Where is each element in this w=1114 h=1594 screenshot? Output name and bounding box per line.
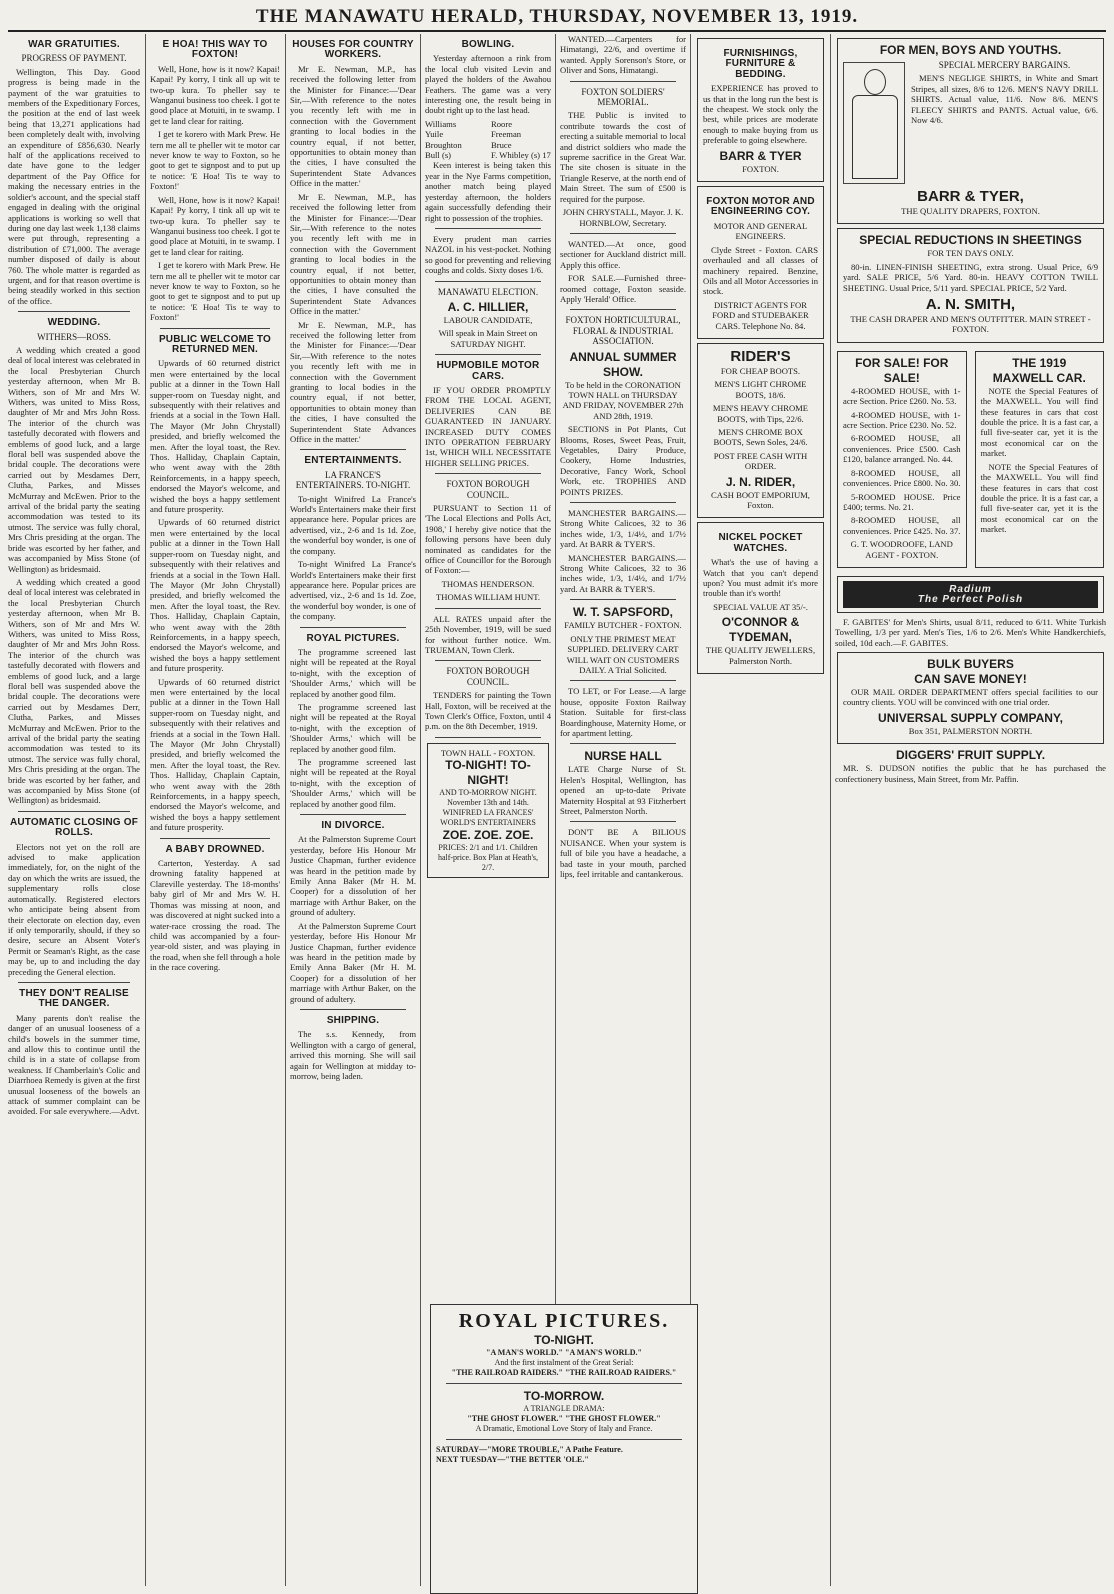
column-4: BOWLING. Yesterday afternoon a rink from the local club visited Levin and played the holders of the Awahou Feathers. The game was a very interesting one, the result being in doubt right up to the last head. Williams Yuile Broughton Bull (s) Roore Freeman Bruce F. Whibley (s) 17 Keen interest is being taken this year in the Nye Farms competition, another match being played yesterday afternoon, the holders again successfully defending their right to possession of the trophies. Every prudent man carries NAZOL in his vest-pocket. Nothing so good for preventing and relieving coughs and colds. Sixty doses 1/6. MANAWATU ELECTION. A. C. HILLIER, LABOUR CANDIDATE, Will speak in Main Street on SATURDAY NIGHT. HUPMOBILE MOTOR CARS. IF YOU ORDER PROMPTLY FROM THE LOCAL AGENT, DELIVERIES CAN BE GUARANTEED IN JANUARY. INCREASED DUTY COMES INTO OPERATION FEBRUARY 1st, WHICH WILL NECESSITATE HIGHER SELLING PRICES. FOXTON BOROUGH COUNCIL. PURSUANT to Section 11 of 'The Local Elections and Polls Act, 1908,' I hereby give notice that the following persons have been duly nominated as candidates for the office of Councillor for the Borough of Foxton:— THOMAS HENDERSON. THOMAS WILLIAM HUNT. ALL RATES unpaid after the 25th November, 1919, will be sued for without further notice. Wm. TRUEMAN, Town Clerk. FOXTON BOROUGH COUNCIL. TENDERS for painting the Town Hall, Foxton, will be received at the Town Clerk's Office, Foxton, until 4 p.m. on the 8th December, 1919. TOWN HALL - FOXTON. TO-NIGHT! TO-NIGHT! AND TO-MORROW NIGHT. November 13th and 14th. WINIFRED LA FRANCES' WORLD'S ENTERTAINERS ZOE. ZOE. ZOE. PRICES: 2/1 and 1/1. Children half-price. Box Plan at Heath's, 2/7.	[425, 34, 551, 1296]
advert-text: F. GABITES' for Men's Shirts, usual 8/11, reduced to 6/11. White Turkish Towelling, 1/3 per yard. Men's Ties, 1/6 to 2/6. Men's White Handkerchiefs, soiled, 10d each.—F. GABITES.	[835, 616, 1106, 648]
notice-text: THE Public is invited to contribute towards the cost of erecting a suitable memorial to local and district soldiers who made the supreme sacrifice in the Great War. The site chosen is situate in the Triangle Reserve, at the north end of Main Street. The sum of £500 is required for the purpose.	[560, 110, 686, 204]
nurse-hall: NURSE HALL	[584, 749, 662, 764]
headline-houses: HOUSES FOR COUNTRY WORKERS.	[292, 39, 414, 61]
bulk-buyers-advert: BULK BUYERS CAN SAVE MONEY! OUR MAIL ORDER DEPARTMENT offers special facilities to our country clients. YOU will be convinced with one trial order. UNIVERSAL SUPPLY COMPANY, Box 351, PALMERSTON NORTH.	[837, 652, 1104, 744]
column-5: WANTED.—Carpenters for Himatangi, 22/6, and overtime if wanted. Apply Sorenson's Store, or Oliver and Sons, Himatangi. FOXTON SOLDIERS' MEMORIAL. THE Public is invited to contribute towards the cost of erecting a suitable memorial to local and district soldiers who made the supreme sacrifice in the Great War. The site chosen is situate in the Triangle Reserve, at the north end of Main Street. The sum of £500 is required for the purpose. JOHN CHRYSTALL, Mayor. J. K. HORNBLOW, Secretary. WANTED.—At once, good sectioner for Auckland district mill. Apply this office. FOR SALE.—Furnished three-roomed cottage, Foxton seaside. Apply 'Herald' Office. FOXTON HORTICULTURAL, FLORAL & INDUSTRIAL ASSOCIATION. ANNUAL SUMMER SHOW. To be held in the CORONATION TOWN HALL on THURSDAY AND FRIDAY, NOVEMBER 27th AND 28th, 1919. SECTIONS in Pot Plants, Cut Blooms, Roses, Sweet Peas, Fruit, Vegetables, Dairy Produce, Cookery, Home Industries, Decorative, Fancy Work, School Work, etc. TROPHIES AND POINTS PRIZES. MANCHESTER BARGAINS.—Strong White Calicoes, 32 to 36 inches wide, 1/3, 1/4½, and 1/7½ yard. At BARR & TYER'S. MANCHESTER BARGAINS.—Strong White Calicoes, 32 to 36 inches wide, 1/3, 1/4½, and 1/7½ yard. At BARR & TYER'S. W. T. SAPSFORD, FAMILY BUTCHER - FOXTON. ONLY THE PRIMEST MEAT SUPPLIED. DELIVERY CART WILL WAIT ON CUSTOMERS DAILY. A Trial Solicited. TO LET, or For Lease.—A large house, opposite Foxton Railway Station. Suitable for first-class Boardinghouse, Maternity Home, or for apartment letting. NURSE HALL LATE Charge Nurse of St. Helen's Hospital, Wellington, has opened an up-to-date Private Maternity Hospital at 93 Fitzherbert Street, Palmerston North. DON'T BE A BILIOUS NUISANCE. When your system is full of bile you have a headache, a bad taste in your mouth, parched lips, feel irritable and cantankerous.	[560, 34, 686, 879]
article-text: To-night Winifred La France's World's Entertainers make their first appearance here. Popular prices are advertised, viz., 2-6 and 1s 1d. Zoe, the wonderful boy wonder, is one of the company.	[290, 493, 416, 556]
advert-text: LATE Charge Nurse of St. Helen's Hospital, Wellington, has opened an up-to-date Private Maternity Hospital at 93 Fitzherbert Street, Palmerston North.	[560, 764, 686, 816]
headline-rolls: AUTOMATIC CLOSING OF ROLLS.	[9, 816, 139, 839]
column-1	[8, 34, 140, 1586]
article-text: At the Palmerston Supreme Court yesterday, before His Honour Mr Justice Chapman, further evidence was heard in the petition made by Emily Anna Baker (Mr H. M. Cooper) for a dissolution of her marriage with Arthur Baker, on the ground of adultery.	[290, 920, 416, 1004]
candidate-name: A. C. HILLIER,	[447, 299, 529, 314]
article-text: Many parents don't realise the danger of an unusual looseness of a child's bowels in the summer time, and allow this to continue until the child is in a state of collapse from weakness. If Chamberlain's Colic and Diarrhoea Remedy is given at the first unusual looseness of the bowels an attack of summer complaint can be avoided. For sale everywhere.—Advt.	[8, 1012, 140, 1117]
article-text: Wellington, This Day. Good progress is being made in the payment of the war gratuities to members of the Expeditionary Forces, the position at the end of last week being that 13,271 applications had been completely dealt with, involving an expenditure of £856,630. Nearly half of the applications received to date have gone to the ledger department of the Pay Office for making the necessary entries in the soldier's account, and the special staff engaged in dealing with the original applications is working so well that during one day last week 1,138 claims were put through, representing a distribution of £71,000. The average number disposed of daily is about 760. The whole matter is regarded as urgent, and for that reason overtime is being steadily worked in this section of the office.	[8, 66, 140, 306]
article-text: The programme screened last night will be repeated at the Royal to-night, with the exception of 'Shoulder Arms,' which will be replaced by another good film.	[290, 646, 416, 699]
maxwell-advert: THE 1919 MAXWELL CAR. NOTE the Special Features of the MAXWELL. You will find these features in cars that cost double the price. It is a fast car, a full five-seater car, yet it is the most economical car on the market. NOTE the Special Features of the MAXWELL. You will find these features in cars that cost double the price. It is a fast car, a full five-seater car, yet it is the most economical car on the market.	[975, 351, 1105, 568]
notice-text: ALL RATES unpaid after the 25th November, 1919, will be sued for without further notice. Wm. TRUEMAN, Town Clerk.	[425, 613, 551, 655]
man-illustration-icon	[843, 62, 905, 184]
article-text: The programme screened last night will be repeated at the Royal to-night, with the exception of 'Shoulder Arms,' which will be replaced by another good film.	[290, 701, 416, 754]
headline-wedding: WEDDING.	[47, 317, 101, 329]
advert-text: Every prudent man carries NAZOL in his vest-pocket. Nothing so good for preventing and relieving coughs and colds. Sixty doses 1/6.	[425, 233, 551, 276]
column-2	[150, 34, 280, 1586]
column-3	[290, 34, 416, 1586]
sheetings-advert: SPECIAL REDUCTIONS IN SHEETINGS FOR TEN DAYS ONLY. 80-in. LINEN-FINISH SHEETING, extra strong. Usual Price, 6/9 yard. SALE PRICE, 5/6 Yard. 80-in. HEAVY COTTON TWILL SHEETING. Usual Price, 5/11 yard. SPECIAL PRICE, 5/2 Yard. A. N. SMITH, THE CASH DRAPER AND MEN'S OUTFITTER. MAIN STREET - FOXTON.	[837, 228, 1104, 342]
article-text: The programme screened last night will be repeated at the Royal to-night, with the exception of 'Shoulder Arms,' which will be replaced by another good film.	[290, 757, 416, 809]
headline-borough-council-2: FOXTON BOROUGH COUNCIL.	[446, 666, 530, 687]
subhead: LA FRANCE'S ENTERTAINERS. TO-NIGHT.	[295, 469, 411, 491]
radium-advert	[837, 576, 1104, 613]
advert-text: MANCHESTER BARGAINS.—Strong White Calicoes, 32 to 36 inches wide, 1/3, 1/4½, and 1/7½ yard. At BARR & TYER'S.	[560, 508, 686, 550]
column-rule	[145, 34, 146, 1586]
article-text: A wedding which created a good deal of local interest was celebrated in the local Presbyterian Church yesterday afternoon, when Mr B. Withers, son of Mr and Mrs W. Withers, was united to Miss Ross, daughter of Mr and Mrs John Ross. The interior of the church was tastefully decorated with flowers and emblems of good luck, and a large floral bell was suspended above the bridal couple. The decorations were carried out by Mesdames Derr, Clutha, Parkes, and Misses McMurray and McEwen. Prior to the arrival of the bridal party the seating accommodation was tested to its utmost. The service was fully choral, Mrs Chris presiding at the organ. The bride was escorted by her father, and was accompanied by Miss Stone (of Wellington) as bridesmaid.	[8, 576, 140, 806]
riders-advert: RIDER'S FOR CHEAP BOOTS. MEN'S LIGHT CHROME BOOTS, 18/6. MEN'S HEAVY CHROME BOOTS, with Tips, 22/6. MEN'S CHROME BOX BOOTS, Sewn Soles, 24/6. POST FREE CASH WITH ORDER. J. N. RIDER, CASH BOOT EMPORIUM, Foxton.	[697, 343, 824, 518]
advert-text: MR. S. DUDSON notifies the public that he has purchased the confectionery business, Main Street, from Mr. Paffin.	[835, 763, 1106, 784]
masthead-rule	[8, 30, 1106, 32]
headline-danger: THEY DON'T REALISE THE DANGER.	[19, 987, 129, 1010]
headline-election: MANAWATU ELECTION.	[437, 286, 539, 297]
subhead: WITHERS—ROSS.	[37, 331, 111, 342]
houses-advert: FOR SALE! FOR SALE! 4-ROOMED HOUSE, with 1-acre Section. Price £260. No. 53. 4-ROOMED HOUSE, with 1-acre Section. Price £230. No. 52. 6-ROOMED HOUSE, all conveniences. Price £500. Cash £120, balance arranged. No. 44. 8-ROOMED HOUSE, all conveniences. Price £800. No. 30. 5-ROOMED HOUSE. Price £400; terms. No. 21. 8-ROOMED HOUSE, all conveniences. Price £425. No. 37. G. T. WOODROOFE, LAND AGENT - FOXTON.	[837, 351, 967, 568]
advert-text: FOR SALE.—Furnished three-roomed cottage, Foxton seaside. Apply 'Herald' Office.	[560, 273, 686, 304]
article-text: Keen interest is being taken this year in the Nye Farms competition, another match being played yesterday afternoon, the holders again successfully defending their right to possession of the trophies.	[425, 160, 551, 223]
advert-text: WANTED.—At once, good sectioner for Auckland district mill. Apply this office.	[560, 238, 686, 270]
headline-horticultural: FOXTON HORTICULTURAL, FLORAL & INDUSTRIAL ASSOCIATION.	[565, 315, 681, 347]
article-text: Well, Hone, how is it now? Kapai! Kapai! Py korry, I tink all up wit te two-up kura. To pheller say te Wanganui business too cheek. I got te good place at Motuiti, in te swamp. I get te land clear for raiting.	[150, 63, 280, 126]
article-text: I get te korero with Mark Prew. He tern me all te pheller wit te motor car never know te way to Foxton, so he goot to get te signpost and to put up te notice: 'E Hoa! Tis te way to Foxton!'	[150, 260, 280, 323]
headline-foxton: E HOA! THIS WAY TO FOXTON!	[162, 39, 268, 61]
column-rule	[420, 34, 421, 1586]
headline-war-gratuities: WAR GRATUITIES.	[28, 39, 120, 50]
notice-text: PURSUANT to Section 11 of 'The Local Elections and Polls Act, 1908,' I hereby give notice that the following persons have been duly nominated as candidates for the office of Councillor for the Borough of Foxton:—	[425, 503, 551, 576]
advert-text: MANCHESTER BARGAINS.—Strong White Calicoes, 32 to 36 inches wide, 1/3, 1/4½, and 1/7½ yard. At BARR & TYER'S.	[560, 552, 686, 594]
article-text: Yesterday afternoon a rink from the local club visited Levin and played the holders of the Awahou Feathers. The game was a very interesting one, the result being in doubt right up to the last head.	[425, 53, 551, 116]
score-table: Williams Yuile Broughton Bull (s) Roore Freeman Bruce F. Whibley (s) 17	[425, 118, 551, 161]
article-text: Electors not yet on the roll are advised to make application immediately, for, on the night of the day on which the writs are issued, the supplementary rolls close automatically. Registered electors who anticipate being absent from their electorate on election day, even if only temporarily, should, if they so desire, secure an Absent Voter's Permit or Seaman's Right, as the case may be, up to and including the day preceding the General election.	[8, 841, 140, 977]
column-rule	[830, 34, 831, 1586]
article-text: Upwards of 60 returned district men were entertained by the local public at a dinner in the Town Hall supper-room on Tuesday night, and subsequently with their relatives and friends at a social in the Town Hall. The Mayor (Mr John Chrystall) presided, and briefly welcomed the men. After the loyal toast, the Rev. Thos. Halliday, Chaplain Captain, who went away with the 28th Reinforcements, in a happy speech, endorsed the Mayor's welcome, and wished the boys a happy settlement and future prosperity.	[150, 517, 280, 674]
notice-text: SECTIONS in Pot Plants, Cut Blooms, Roses, Sweet Peas, Fruit, Vegetables, Dairy Produce, Cookery, Home Industries, Decorative, Fancy Work, School Work, etc. TROPHIES AND POINTS PRIZES.	[560, 424, 686, 497]
column-6	[695, 34, 826, 1586]
radium-logo: Radium The Perfect Polish	[843, 581, 1098, 608]
column-7	[835, 34, 1106, 1586]
article-text: Well, Hone, how is it now? Kapai! Kapai! Py korry, I tink all up wit te two-up kura. To pheller say te Wanganui business too cheek. I got te good place at Motuiti, in te swamp. I get te land clear for raiting.	[150, 194, 280, 257]
butcher-name: W. T. SAPSFORD,	[572, 605, 673, 620]
article-text: To-night Winifred La France's World's Entertainers make their first appearance here. Popular prices are advertised, viz., 2-6 and 1s 1d. Zoe, the wonderful boy wonder, is one of the company.	[290, 559, 416, 622]
article-text: A wedding which created a good deal of local interest was celebrated in the local Presbyterian Church yesterday afternoon, when Mr B. Withers, son of Mr and Mrs W. Withers, was united to Miss Ross, daughter of Mr and Mrs John Ross. The interior of the church was tastefully decorated with flowers and emblems of good luck, and a large floral bell was suspended above the bridal couple. The decorations were carried out by Mesdames Derr, Clutha, Parkes, and Misses McMurray and McEwen. Prior to the arrival of the bridal party the seating accommodation was tested to its utmost. The service was fully choral, Mrs Chris presiding at the organ. The bride was escorted by her father, and was accompanied by Miss Stone (of Wellington) as bridesmaid.	[8, 344, 140, 574]
furnishings-advert: FURNISHINGS, FURNITURE & BEDDING. EXPERIENCE has proved to us that in the long run the best is the cheapest. We stock only the best, while prices are moderate enough to make buying from us preferable to going elsewhere. BARR & TYER FOXTON.	[697, 38, 824, 182]
article-text: Upwards of 60 returned district men were entertained by the local public at a dinner in the Town Hall supper-room on Tuesday night, and subsequently with their relatives and friends at a social in the Town Hall. The Mayor (Mr John Chrystall) presided, and briefly welcomed the men. After the loyal toast, the Rev. Thos. Halliday, Chaplain Captain, who went away with the 28th Reinforcements, in a happy speech, endorsed the Mayor's welcome, and wished the boys a happy settlement and future prosperity.	[150, 676, 280, 833]
headline-borough-council: FOXTON BOROUGH COUNCIL.	[446, 479, 530, 500]
subhead: PROGRESS OF PAYMENT.	[21, 53, 127, 64]
headline-memorial: FOXTON SOLDIERS' MEMORIAL.	[581, 86, 665, 108]
article-text: At the Palmerston Supreme Court yesterday, before His Honour Mr Justice Chapman, further evidence was heard in the petition made by Emily Anna Baker (Mr H. M. Cooper) for a dissolution of her marriage with Arthur Baker, on the ground of adultery.	[290, 834, 416, 918]
mercery-advert: FOR MEN, BOYS AND YOUTHS. SPECIAL MERCERY BARGAINS. MEN'S NEGLIGE SHIRTS, in White and Smart Stripes, all sizes, 8/6 to 12/6. MEN'S NAVY DRILL SHIRTS. Actual value, 11/6. Now 8/6. MEN'S FLEECY SHIRTS and PANTS. Actual value, 6/6. Now 4/6. BARR & TYER, THE QUALITY DRAPERS, FOXTON.	[837, 38, 1104, 224]
headline-bowling: BOWLING.	[461, 39, 515, 50]
royal-pictures-advert: ROYAL PICTURES. TO-NIGHT. "A MAN'S WORLD." "A MAN'S WORLD." And the first instalment of the Great Serial: "THE RAILROAD RAIDERS." "THE RAILROAD RAIDERS." TO-MORROW. A TRIANGLE DRAMA: "THE GHOST FLOWER." "THE GHOST FLOWER." A Dramatic, Emotional Love Story of Italy and France. SATURDAY—"MORE TROUBLE," A Pathe Feature. NEXT TUESDAY—"THE BETTER 'OLE."	[430, 1304, 698, 1594]
article-text: Carterton, Yesterday. A sad drowning fatality happened at Clareville yesterday. The 18-months' baby girl of Mr and Mrs W. H. Thomas was missing at noon, and was discovered at night sucked into a water-race crossing the road. The child was accompanied by a four-year-old sister, and was playing in the road, when she fell through a hole in the race covering.	[150, 858, 280, 973]
masthead: THE MANAWATU HERALD, THURSDAY, NOVEMBER 13, 1919.	[255, 6, 859, 27]
article-text: Mr E. Newman, M.P., has received the following letter from the Minister for Finance:—'Dear Sir,—With reference to the notes you recently left with me in connection with the Government granting to local bodies in the country equal, if not better, opportunities to obtain money than the cities, I have consulted the Superintendent State Advances Office in the matter.'	[290, 319, 416, 445]
headline-hupmobile: HUPMOBILE MOTOR CARS.	[436, 360, 540, 382]
article-text: Mr E. Newman, M.P., has received the following letter from the Minister for Finance:—'Dear Sir,—With reference to the notes you recently left with me in connection with the Government granting to local bodies in the country equal, if not better, opportunities to obtain money than the cities, I have consulted the Superintendent State Advances Office in the matter.'	[290, 63, 416, 189]
advert-text: DON'T BE A BILIOUS NUISANCE. When your system is full of bile you have a headache, a bad taste in your mouth, parched lips, feel irritable and cantankerous.	[560, 827, 686, 879]
column-rule	[285, 34, 286, 1586]
headline-royal-pictures: ROYAL PICTURES.	[306, 632, 400, 644]
diggers-heading: DIGGERS' FRUIT SUPPLY.	[895, 748, 1046, 763]
article-text: I get te korero with Mark Prew. He tern me all te pheller wit te motor car never know te way to Foxton, so he goot to get te signpost and to put up te notice: 'E Hoa! Tis te way to Foxton!'	[150, 129, 280, 192]
entertainers-advert: TOWN HALL - FOXTON. TO-NIGHT! TO-NIGHT! AND TO-MORROW NIGHT. November 13th and 14th. WINIFRED LA FRANCES' WORLD'S ENTERTAINERS ZOE. ZOE. ZOE. PRICES: 2/1 and 1/1. Children half-price. Box Plan at Heath's, 2/7.	[427, 743, 549, 878]
headline-public-welcome: PUBLIC WELCOME TO RETURNED MEN.	[158, 333, 272, 355]
advert-text: IF YOU ORDER PROMPTLY FROM THE LOCAL AGENT, DELIVERIES CAN BE GUARANTEED IN JANUARY. INCREASED DUTY COMES INTO OPERATION FEBRUARY 1st, WHICH WILL NECESSITATE HIGHER SELLING PRICES.	[425, 384, 551, 468]
watches-advert: NICKEL POCKET WATCHES. What's the use of having a Watch that you can't depend upon? You must admit it's more trouble than it's worth! SPECIAL VALUE AT 35/-. O'CONNOR & TYDEMAN, THE QUALITY JEWELLERS, Palmerston North.	[697, 522, 824, 674]
notice-text: TENDERS for painting the Town Hall, Foxton, will be received at the Town Clerk's Office, Foxton, until 4 p.m. on the 8th December, 1919.	[425, 690, 551, 732]
advert-text: WANTED.—Carpenters for Himatangi, 22/6, and overtime if wanted. Apply Sorenson's Store, or Oliver and Sons, Himatangi.	[560, 34, 686, 76]
headline-shipping: SHIPPING.	[326, 1014, 380, 1026]
article-text: The s.s. Kennedy, from Wellington with a cargo of general, arrived this morning. She will sail again for Wellington at midday to-morrow, being laden.	[290, 1029, 416, 1081]
motor-advert: FOXTON MOTOR AND ENGINEERING COY. MOTOR AND GENERAL ENGINEERS. Clyde Street - Foxton. CARS overhauled and all classes of machinery repaired. Benzine, Oils and all Motor Accessories in stock. DISTRICT AGENTS FOR FORD and STUDEBAKER CARS. Telephone No. 84.	[697, 186, 824, 339]
headline-divorce: IN DIVORCE.	[321, 820, 385, 832]
article-text: Mr E. Newman, M.P., has received the following letter from the Minister for Finance:—'Dear Sir,—With reference to the notes you recently left with me in connection with the Government granting to local bodies in the country equal, if not better, opportunities to obtain money than the cities, I have consulted the Superintendent State Advances Office in the matter.'	[290, 191, 416, 317]
article-text: Upwards of 60 returned district men were entertained by the local public at a dinner in the Town Hall supper-room on Tuesday night, and subsequently with their relatives and friends at a social in the Town Hall. The Mayor (Mr John Chrystall) presided, and briefly welcomed the men. After the loyal toast, the Rev. Thos. Halliday, Chaplain Captain, who went away with the 28th Reinforcements, in a happy speech, endorsed the Mayor's welcome, and wished the boys a happy settlement and future prosperity.	[150, 358, 280, 515]
advert-text: TO LET, or For Lease.—A large house, opposite Foxton Railway Station. Suitable for first-class Boardinghouse, Maternity Home, or for apartment letting.	[560, 686, 686, 738]
headline-baby-drowned: A BABY DROWNED.	[165, 843, 265, 855]
headline-entertainments: ENTERTAINMENTS.	[304, 455, 402, 467]
